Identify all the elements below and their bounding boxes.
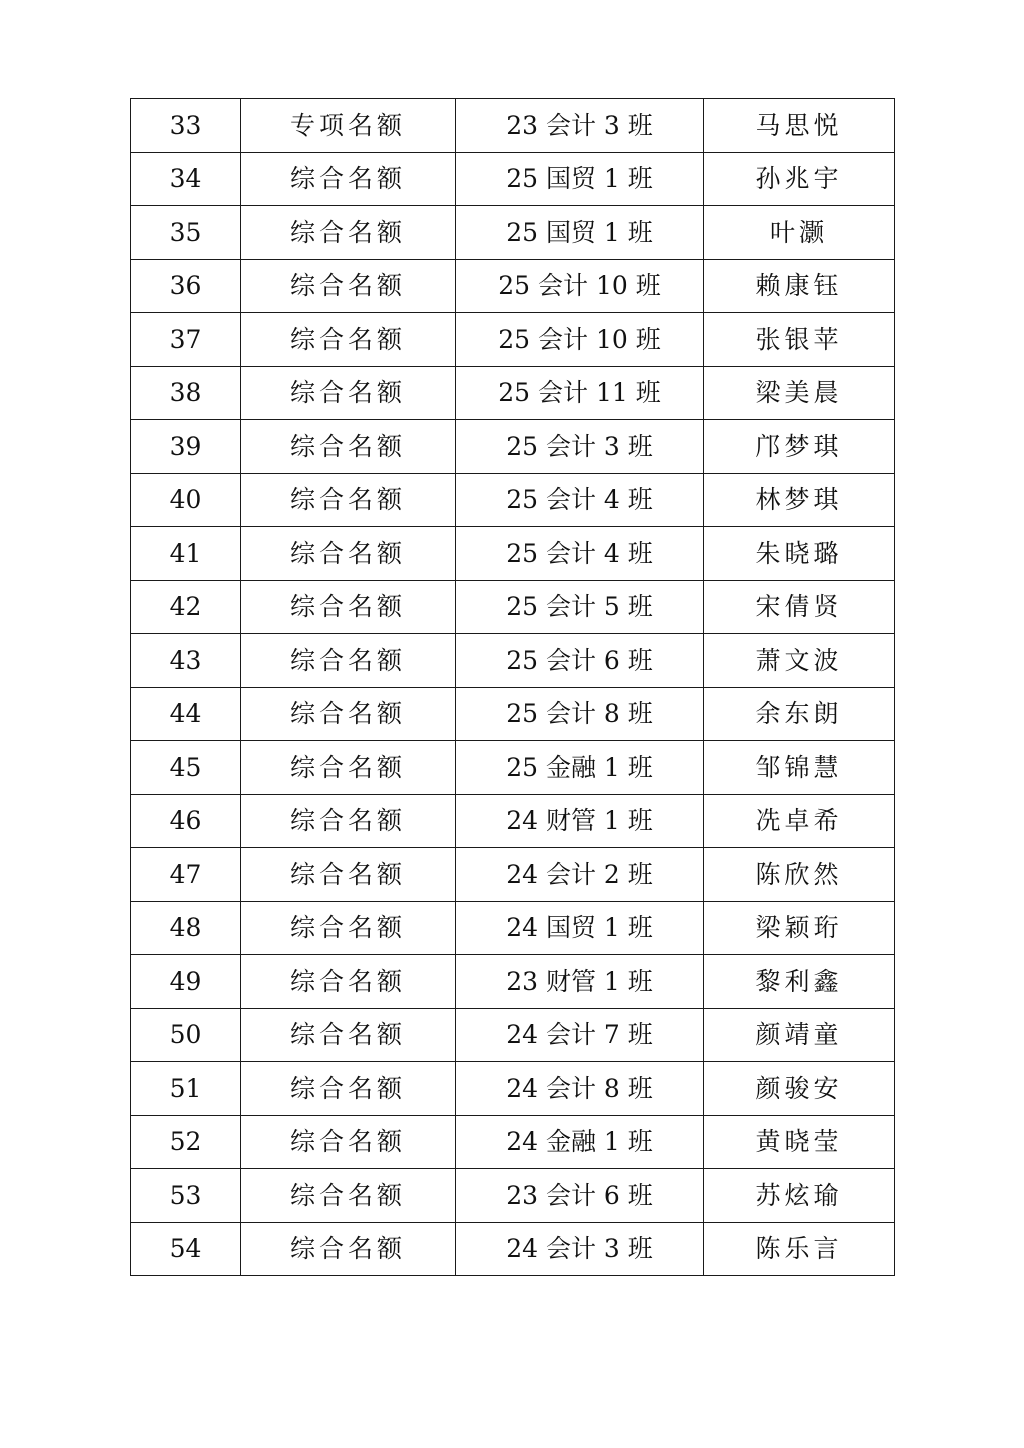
roster-table — [130, 98, 895, 1276]
quota-type-cell: 综合名额 — [241, 901, 456, 955]
table-row — [131, 1008, 895, 1062]
table-row — [131, 420, 895, 474]
student-name-cell: 陈欣然 — [704, 848, 895, 902]
quota-type-cell: 综合名额 — [241, 1062, 456, 1116]
row-number-cell: 51 — [131, 1062, 241, 1116]
quota-type-cell: 综合名额 — [241, 206, 456, 260]
table-row — [131, 527, 895, 581]
class-cell: 24 会计 3 班 — [456, 1222, 704, 1276]
class-cell: 24 金融 1 班 — [456, 1115, 704, 1169]
student-name-cell: 梁颖珩 — [704, 901, 895, 955]
quota-type-cell: 综合名额 — [241, 313, 456, 367]
student-name-cell: 萧文波 — [704, 634, 895, 688]
class-cell: 25 会计 4 班 — [456, 473, 704, 527]
row-number-cell: 37 — [131, 313, 241, 367]
student-name-cell: 陈乐言 — [704, 1222, 895, 1276]
row-number-cell: 34 — [131, 152, 241, 206]
student-name-cell: 余东朗 — [704, 687, 895, 741]
row-number-cell: 40 — [131, 473, 241, 527]
row-number-cell: 54 — [131, 1222, 241, 1276]
student-name-cell: 邝梦琪 — [704, 420, 895, 474]
row-number-cell: 43 — [131, 634, 241, 688]
class-cell: 23 会计 3 班 — [456, 99, 704, 153]
table-row — [131, 152, 895, 206]
row-number-cell: 45 — [131, 741, 241, 795]
table-row — [131, 955, 895, 1009]
quota-type-cell: 综合名额 — [241, 687, 456, 741]
quota-type-cell: 综合名额 — [241, 473, 456, 527]
quota-type-cell: 综合名额 — [241, 580, 456, 634]
row-number-cell: 33 — [131, 99, 241, 153]
class-cell: 25 金融 1 班 — [456, 741, 704, 795]
table-row — [131, 794, 895, 848]
table-row — [131, 313, 895, 367]
row-number-cell: 36 — [131, 259, 241, 313]
class-cell: 25 会计 6 班 — [456, 634, 704, 688]
table-row — [131, 366, 895, 420]
class-cell: 25 会计 11 班 — [456, 366, 704, 420]
class-cell: 25 会计 3 班 — [456, 420, 704, 474]
quota-type-cell: 综合名额 — [241, 634, 456, 688]
row-number-cell: 53 — [131, 1169, 241, 1223]
student-name-cell: 宋倩贤 — [704, 580, 895, 634]
student-name-cell: 苏炫瑜 — [704, 1169, 895, 1223]
table-row — [131, 206, 895, 260]
roster-table-body — [131, 99, 895, 1276]
row-number-cell: 48 — [131, 901, 241, 955]
table-row — [131, 1222, 895, 1276]
quota-type-cell: 综合名额 — [241, 1115, 456, 1169]
row-number-cell: 47 — [131, 848, 241, 902]
student-name-cell: 黎利鑫 — [704, 955, 895, 1009]
table-row — [131, 1115, 895, 1169]
student-name-cell: 梁美晨 — [704, 366, 895, 420]
table-row — [131, 687, 895, 741]
table-row — [131, 1169, 895, 1223]
row-number-cell: 50 — [131, 1008, 241, 1062]
class-cell: 23 财管 1 班 — [456, 955, 704, 1009]
class-cell: 25 国贸 1 班 — [456, 206, 704, 260]
quota-type-cell: 综合名额 — [241, 420, 456, 474]
table-row — [131, 580, 895, 634]
quota-type-cell: 综合名额 — [241, 1169, 456, 1223]
quota-type-cell: 专项名额 — [241, 99, 456, 153]
table-row — [131, 848, 895, 902]
class-cell: 23 会计 6 班 — [456, 1169, 704, 1223]
class-cell: 25 会计 10 班 — [456, 259, 704, 313]
student-name-cell: 颜靖童 — [704, 1008, 895, 1062]
row-number-cell: 41 — [131, 527, 241, 581]
student-name-cell: 叶灏 — [704, 206, 895, 260]
class-cell: 24 会计 7 班 — [456, 1008, 704, 1062]
row-number-cell: 35 — [131, 206, 241, 260]
student-name-cell: 朱晓璐 — [704, 527, 895, 581]
student-name-cell: 颜骏安 — [704, 1062, 895, 1116]
table-row — [131, 741, 895, 795]
quota-type-cell: 综合名额 — [241, 366, 456, 420]
class-cell: 25 会计 8 班 — [456, 687, 704, 741]
quota-type-cell: 综合名额 — [241, 1222, 456, 1276]
row-number-cell: 39 — [131, 420, 241, 474]
table-row — [131, 1062, 895, 1116]
table-row — [131, 99, 895, 153]
class-cell: 25 会计 4 班 — [456, 527, 704, 581]
row-number-cell: 49 — [131, 955, 241, 1009]
class-cell: 24 财管 1 班 — [456, 794, 704, 848]
row-number-cell: 44 — [131, 687, 241, 741]
student-name-cell: 马思悦 — [704, 99, 895, 153]
row-number-cell: 42 — [131, 580, 241, 634]
student-name-cell: 赖康钰 — [704, 259, 895, 313]
quota-type-cell: 综合名额 — [241, 527, 456, 581]
table-row — [131, 259, 895, 313]
table-row — [131, 634, 895, 688]
class-cell: 25 会计 5 班 — [456, 580, 704, 634]
class-cell: 24 国贸 1 班 — [456, 901, 704, 955]
row-number-cell: 52 — [131, 1115, 241, 1169]
class-cell: 24 会计 8 班 — [456, 1062, 704, 1116]
quota-type-cell: 综合名额 — [241, 259, 456, 313]
row-number-cell: 38 — [131, 366, 241, 420]
quota-type-cell: 综合名额 — [241, 794, 456, 848]
class-cell: 25 国贸 1 班 — [456, 152, 704, 206]
student-name-cell: 林梦琪 — [704, 473, 895, 527]
quota-type-cell: 综合名额 — [241, 848, 456, 902]
table-row — [131, 473, 895, 527]
row-number-cell: 46 — [131, 794, 241, 848]
student-name-cell: 孙兆宇 — [704, 152, 895, 206]
quota-type-cell: 综合名额 — [241, 741, 456, 795]
student-name-cell: 黄晓莹 — [704, 1115, 895, 1169]
quota-type-cell: 综合名额 — [241, 152, 456, 206]
quota-type-cell: 综合名额 — [241, 1008, 456, 1062]
class-cell: 24 会计 2 班 — [456, 848, 704, 902]
class-cell: 25 会计 10 班 — [456, 313, 704, 367]
student-name-cell: 张银苹 — [704, 313, 895, 367]
student-name-cell: 冼卓希 — [704, 794, 895, 848]
quota-type-cell: 综合名额 — [241, 955, 456, 1009]
table-row — [131, 901, 895, 955]
student-name-cell: 邹锦慧 — [704, 741, 895, 795]
